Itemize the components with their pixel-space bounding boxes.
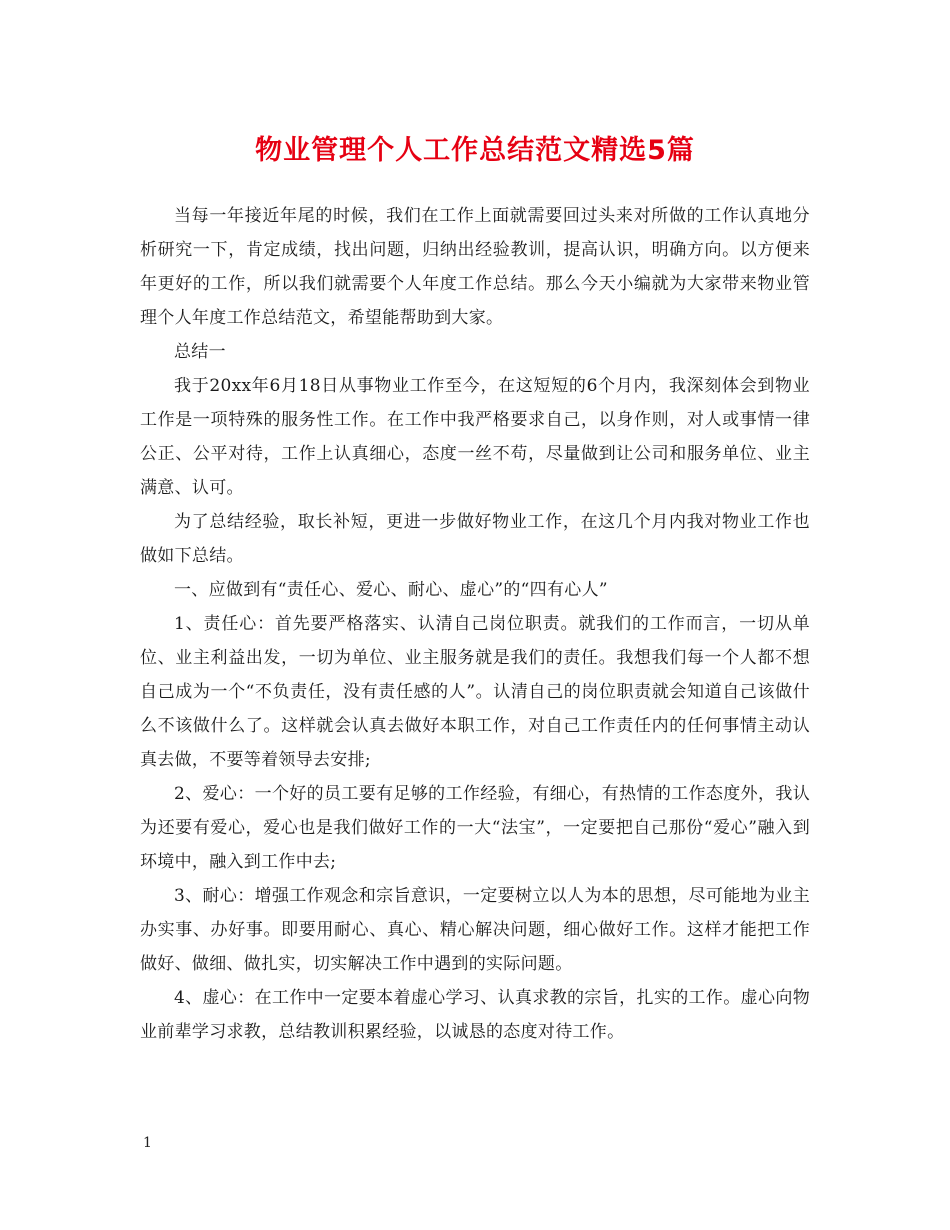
paragraph: 4、虚心：在工作中一定要本着虚心学习、认真求教的宗旨，扎实的工作。虚心向物业前辈学习求教，总结教训积累经验，以诚恳的态度对待工作。 [140, 988, 810, 1042]
paragraph: 3、耐心：增强工作观念和宗旨意识，一定要树立以人为本的思想，尽可能地为业主办实事、办好事。即要用耐心、真心、精心解决问题，细心做好工作。这样才能把工作做好、做细、做扎实，切实解决工作中遇到的实际问题。 [140, 886, 810, 974]
paragraph-intro: 当每一年接近年尾的时候，我们在工作上面就需要回过头来对所做的工作认真地分析研究一下，肯定成绩，找出问题，归纳出经验教训，提高认识，明确方向。以方便来年更好的工作，所以我们就需要个人年度工作总结。那么今天小编就为大家带来物业管理个人年度工作总结范文，希望能帮助到大家。 [140, 206, 810, 328]
paragraph: 2、爱心：一个好的员工要有足够的工作经验，有细心，有热情的工作态度外，我认为还要有爱心，爱心也是我们做好工作的一大“法宝”，一定要把自己那份“爱心”融入到环境中，融入到工作中去; [140, 784, 810, 872]
page-number: 1 [143, 1135, 152, 1151]
paragraph-section-heading: 总结一 [174, 342, 226, 362]
paragraph: 我于20xx年6月18日从事物业工作至今，在这短短的6个月内，我深刻体会到物业工作是一项特殊的服务性工作。在工作中我严格要求自己，以身作则，对人或事情一律公正、公平对待，工作上认真细心，态度一丝不苟，尽量做到让公司和服务单位、业主满意、认可。 [140, 376, 810, 498]
paragraph: 为了总结经验，取长补短，更进一步做好物业工作，在这几个月内我对物业工作也做如下总结。 [140, 512, 810, 566]
document-title: 物业管理个人工作总结范文精选5篇 [255, 135, 695, 166]
document-body [140, 199, 810, 1049]
paragraph-subheading: 一、应做到有“责任心、爱心、耐心、虚心”的“四有心人” [174, 580, 608, 600]
paragraph: 1、责任心：首先要严格落实、认清自己岗位职责。就我们的工作而言，一切从单位、业主利益出发，一切为单位、业主服务就是我们的责任。我想我们每一个人都不想自己成为一个“不负责任，没有责任感的人”。认清自己的岗位职责就会知道自己该做什么不该做什么了。这样就会认真去做好本职工作，对自己工作责任内的任何事情主动认真去做，不要等着领导去安排; [140, 614, 810, 770]
